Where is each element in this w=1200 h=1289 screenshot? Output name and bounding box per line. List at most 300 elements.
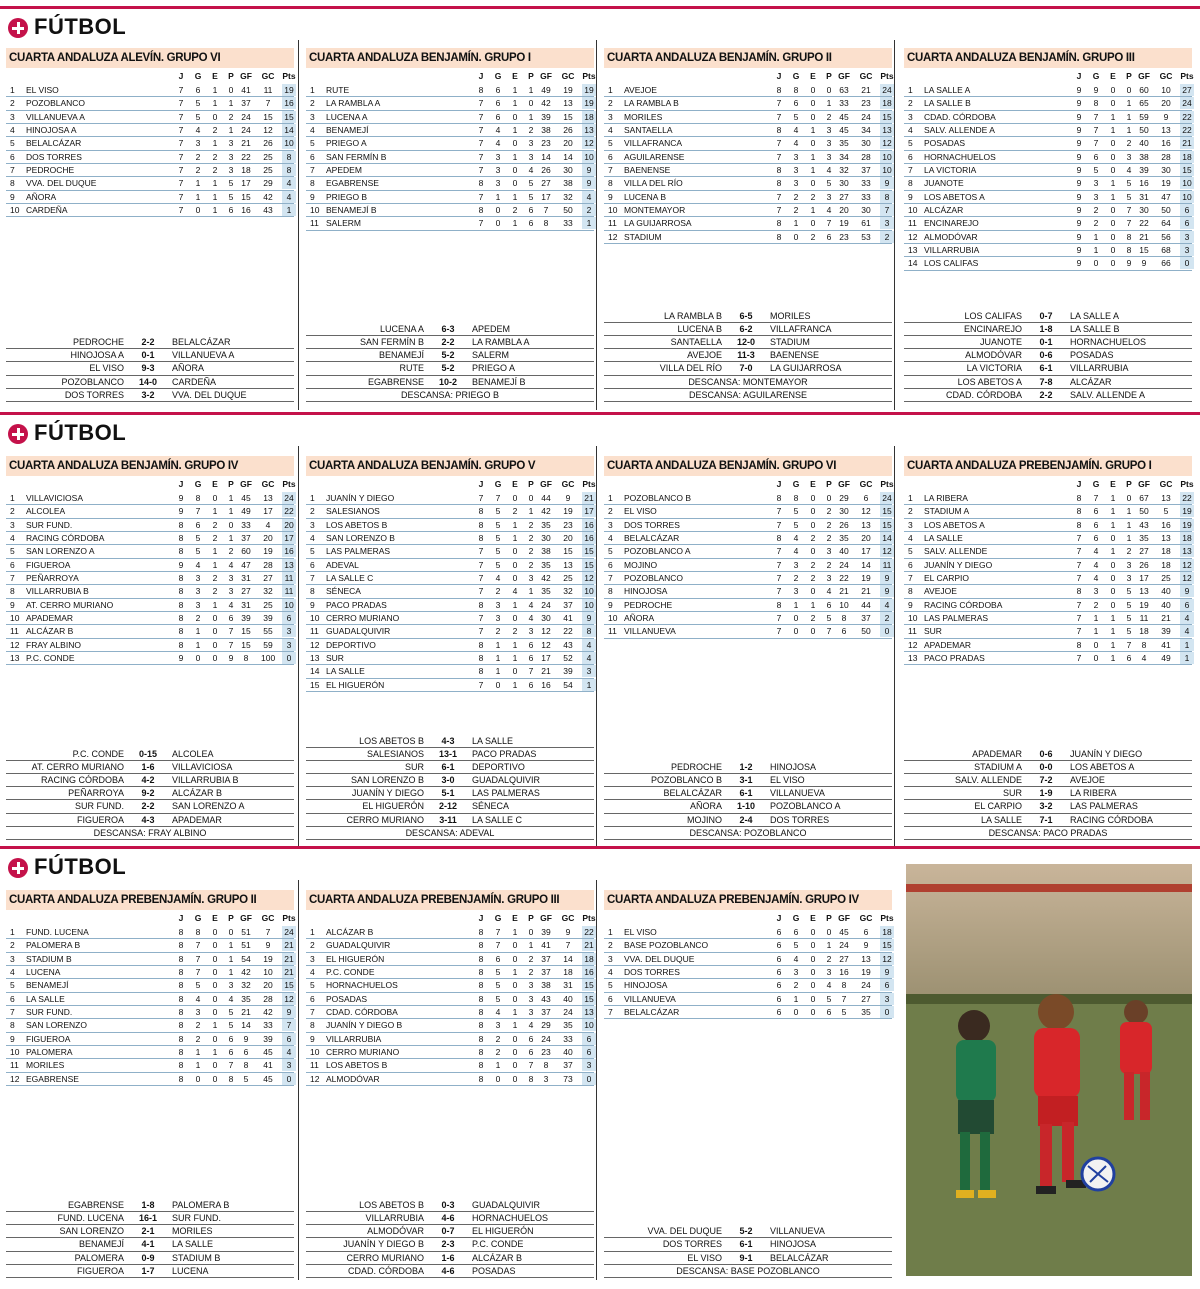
team-points: 3: [880, 217, 894, 229]
team-stat: 28: [263, 993, 273, 1004]
team-points: 18: [880, 97, 894, 109]
team-stat: 0: [810, 940, 816, 951]
team-position: 12: [10, 639, 20, 650]
team-position: 5: [608, 546, 613, 557]
column-header: P: [1126, 71, 1132, 81]
team-stat: 6: [776, 1007, 782, 1018]
team-position: 10: [310, 1047, 320, 1058]
team-name: LA RAMBLA A: [326, 98, 381, 109]
match-result: [306, 814, 594, 827]
team-stat: 8: [776, 231, 782, 242]
team-stat: 0: [212, 653, 218, 664]
team-stat: 7: [776, 519, 782, 530]
match-result: [306, 748, 594, 761]
column-header: E: [810, 71, 816, 81]
team-stat: 2: [826, 111, 832, 122]
team-stat: 7: [478, 573, 484, 584]
team-points: 1: [582, 679, 596, 691]
table-row: [306, 966, 594, 979]
team-stat: 2: [212, 533, 218, 544]
team-name: POZOBLANCO: [624, 573, 684, 584]
table-row: [306, 124, 594, 137]
match-result: [604, 1225, 892, 1238]
team-position: 10: [608, 205, 618, 216]
team-position: 3: [310, 111, 315, 122]
team-stat: 3: [1126, 559, 1132, 570]
match-result: [604, 787, 892, 800]
team-stat: 13: [1161, 125, 1171, 136]
match-score: 3-2: [141, 389, 155, 400]
group-panel: [604, 890, 892, 1278]
team-points: 9: [1180, 585, 1194, 597]
team-points: 0: [880, 625, 894, 637]
column-header: P: [228, 913, 234, 923]
team-stat: 13: [563, 559, 573, 570]
team-stat: 21: [241, 138, 251, 149]
home-team: P.C. CONDE: [72, 748, 124, 759]
match-result: [904, 310, 1192, 323]
home-team: CDAD. CÓRDOBA: [347, 1265, 424, 1276]
team-points: 10: [582, 585, 596, 597]
team-points: 13: [1180, 545, 1194, 557]
team-stat: 7: [495, 940, 501, 951]
team-stat: 21: [541, 666, 551, 677]
team-position: 12: [310, 639, 320, 650]
team-position: 9: [310, 191, 315, 202]
team-points: 20: [282, 519, 296, 531]
team-stat: 38: [563, 178, 573, 189]
team-stat: 0: [810, 927, 816, 937]
team-name: APADEMAR: [924, 639, 972, 650]
team-stat: 7: [1126, 205, 1132, 216]
team-stat: 5: [528, 191, 534, 202]
column-divider: [596, 40, 597, 410]
team-stat: 8: [1076, 506, 1082, 517]
team-stat: 54: [563, 679, 573, 690]
match-score: 2-1: [141, 1226, 155, 1237]
team-stat: 4: [195, 125, 201, 136]
team-position: 8: [10, 178, 15, 189]
table-row: [904, 137, 1192, 150]
team-stat: 6: [826, 1007, 832, 1018]
team-stat: 6: [1093, 519, 1099, 530]
team-stat: 9: [1076, 191, 1082, 202]
table-row: [6, 639, 294, 652]
team-stat: 0: [1110, 533, 1116, 544]
team-points: 9: [880, 177, 894, 189]
team-stat: 41: [263, 1060, 273, 1071]
team-stat: 0: [810, 546, 816, 557]
results-block: [306, 735, 594, 841]
home-team: RACING CÓRDOBA: [40, 775, 124, 786]
column-divider: [596, 880, 597, 1280]
rest-label: DESCANSA: AGUILARENSE: [688, 389, 808, 400]
team-name: JUANÍN Y DIEGO B: [326, 1020, 403, 1031]
home-team: SAN FERMÍN B: [359, 337, 424, 348]
team-stat: 8: [478, 533, 484, 544]
team-stat: 7: [776, 559, 782, 570]
team-stat: 25: [263, 165, 273, 176]
match-score: 12-0: [736, 337, 755, 348]
team-position: 15: [310, 679, 320, 690]
match-score: 0-3: [441, 1199, 455, 1210]
team-stat: 0: [512, 1060, 518, 1071]
team-stat: 5: [495, 967, 501, 978]
team-points: 27: [1180, 84, 1194, 96]
table-row: [6, 1006, 294, 1019]
team-stat: 5: [1093, 165, 1099, 176]
team-stat: 2: [1093, 599, 1099, 610]
team-position: 3: [608, 111, 613, 122]
team-name: PEÑARROYA: [26, 573, 79, 584]
team-stat: 100: [261, 653, 276, 664]
team-stat: 0: [1126, 493, 1132, 503]
table-row: [6, 1033, 294, 1046]
team-position: 1: [608, 85, 613, 95]
away-team: LA SALLE: [172, 1239, 214, 1250]
team-stat: 0: [1110, 98, 1116, 109]
team-points: 9: [582, 612, 596, 624]
team-position: 6: [608, 993, 613, 1004]
team-points: 2: [582, 204, 596, 216]
team-stat: 42: [263, 1007, 273, 1018]
away-team: SUR FUND.: [172, 1213, 221, 1224]
table-row: [306, 191, 594, 204]
group-title: CUARTA ANDALUZA BENJAMÍN. GRUPO III: [904, 48, 1192, 68]
team-stat: 39: [241, 613, 251, 624]
group-title: CUARTA ANDALUZA BENJAMÍN. GRUPO V: [306, 456, 594, 476]
plus-icon: [8, 424, 28, 444]
team-stat: 2: [195, 1020, 201, 1031]
team-stat: 6: [528, 205, 534, 216]
away-team: LA SALLE A: [1070, 310, 1120, 321]
match-result: [306, 1199, 594, 1212]
team-points: 16: [582, 519, 596, 531]
team-position: 10: [310, 205, 320, 216]
away-team: VILLARRUBIA: [1070, 363, 1129, 374]
team-stat: 15: [241, 191, 251, 202]
match-result: [306, 1225, 594, 1238]
rest-team-note: [604, 827, 892, 840]
team-stat: 0: [228, 85, 234, 95]
team-name: P.C. CONDE: [26, 653, 75, 664]
team-stat: 24: [563, 1007, 573, 1018]
table-row: [604, 137, 892, 150]
home-team: EL HIGUERÓN: [362, 801, 424, 812]
team-name: BASE POZOBLANCO: [624, 940, 709, 951]
match-score: 6-2: [739, 323, 753, 334]
team-stat: 20: [263, 980, 273, 991]
team-points: 24: [282, 926, 296, 938]
team-stat: 40: [563, 993, 573, 1004]
team-stat: 42: [541, 98, 551, 109]
team-name: STADIUM B: [26, 953, 72, 964]
team-stat: 11: [1139, 613, 1149, 624]
team-stat: 2: [810, 613, 816, 624]
team-stat: 59: [263, 639, 273, 650]
team-stat: 0: [212, 613, 218, 624]
standings-header: [306, 68, 594, 84]
team-stat: 1: [212, 506, 218, 517]
group-panel: [6, 48, 294, 402]
team-name: PACO PRADAS: [326, 599, 387, 610]
column-header: J: [178, 479, 184, 489]
team-stat: 0: [810, 138, 816, 149]
team-points: 12: [1180, 559, 1194, 571]
match-score: 0-7: [441, 1226, 455, 1237]
table-row: [604, 191, 892, 204]
column-header: GF: [1138, 479, 1150, 489]
table-row: [904, 599, 1192, 612]
team-stat: 3: [495, 151, 501, 162]
team-stat: 3: [495, 178, 501, 189]
team-stat: 24: [241, 111, 251, 122]
column-header: GC: [859, 71, 873, 81]
team-stat: 14: [563, 953, 573, 964]
team-stat: 9: [1076, 125, 1082, 136]
home-team: CERRO MURIANO: [346, 1252, 424, 1263]
team-name: LUCENA: [26, 967, 61, 978]
team-stat: 0: [1110, 586, 1116, 597]
table-row: [604, 217, 892, 230]
team-stat: 29: [263, 178, 273, 189]
team-points: 0: [282, 1073, 296, 1085]
column-header: Pts: [582, 71, 596, 81]
team-points: 15: [582, 993, 596, 1005]
team-stat: 34: [861, 125, 871, 136]
team-stat: 0: [512, 165, 518, 176]
team-name: VILLARRUBIA: [326, 1033, 382, 1044]
team-stat: 73: [563, 1073, 573, 1084]
home-team: VILLA DEL RÍO: [659, 363, 722, 374]
team-position: 3: [908, 111, 913, 122]
team-stat: 19: [1161, 178, 1171, 189]
team-name: RUTE: [326, 85, 350, 95]
team-stat: 45: [263, 1047, 273, 1058]
column-header: GC: [859, 479, 873, 489]
team-stat: 3: [793, 967, 799, 978]
team-stat: 16: [541, 679, 551, 690]
team-name: LA SALLE A: [924, 85, 971, 95]
team-name: VILLANUEVA: [624, 993, 676, 1004]
team-stat: 5: [195, 546, 201, 557]
team-stat: 8: [478, 599, 484, 610]
team-points: 14: [282, 124, 296, 136]
team-stat: 8: [178, 1033, 184, 1044]
team-stat: 8: [1141, 639, 1147, 650]
section-header-1: [0, 6, 1200, 44]
team-points: 18: [582, 111, 596, 123]
away-team: APEDEM: [472, 323, 511, 334]
match-result: [306, 774, 594, 787]
team-position: 6: [608, 559, 613, 570]
match-score: 4-3: [441, 735, 455, 746]
match-score: 0-7: [1039, 310, 1053, 321]
team-stat: 1: [810, 151, 816, 162]
team-name: PALOMERA: [26, 1047, 73, 1058]
team-name: SUR FUND.: [26, 519, 73, 530]
team-points: 12: [880, 545, 894, 557]
team-stat: 2: [495, 626, 501, 637]
table-row: [604, 625, 892, 638]
match-score: 2-2: [141, 801, 155, 812]
away-team: APADEMAR: [172, 814, 222, 825]
match-result: [6, 1252, 294, 1265]
team-name: VILLAVICIOSA: [26, 493, 84, 503]
team-stat: 3: [1126, 573, 1132, 584]
team-stat: 2: [826, 533, 832, 544]
team-position: 4: [10, 533, 15, 544]
team-points: 9: [880, 966, 894, 978]
team-stat: 6: [495, 111, 501, 122]
home-team: APADEMAR: [972, 748, 1022, 759]
team-stat: 17: [1139, 573, 1149, 584]
team-stat: 3: [793, 165, 799, 176]
team-stat: 9: [1076, 138, 1082, 149]
away-team: HINOJOSA: [770, 1239, 817, 1250]
home-team: LA RAMBLA B: [663, 310, 722, 321]
team-position: 9: [608, 191, 613, 202]
table-row: [6, 124, 294, 137]
team-stat: 0: [1110, 165, 1116, 176]
team-stat: 49: [1161, 653, 1171, 664]
team-stat: 13: [1139, 586, 1149, 597]
match-result: [306, 323, 594, 336]
team-stat: 0: [212, 980, 218, 991]
away-team: ALCÁZAR: [1070, 376, 1112, 387]
team-stat: 5: [793, 940, 799, 951]
team-stat: 0: [212, 940, 218, 951]
team-stat: 8: [776, 599, 782, 610]
team-stat: 7: [826, 626, 832, 637]
team-stat: 21: [1139, 231, 1149, 242]
team-stat: 18: [241, 165, 251, 176]
team-stat: 3: [528, 573, 534, 584]
team-stat: 63: [839, 85, 849, 95]
team-stat: 0: [512, 993, 518, 1004]
team-stat: 8: [793, 85, 799, 95]
team-position: 11: [908, 626, 917, 637]
team-stat: 14: [541, 151, 551, 162]
team-stat: 67: [1139, 493, 1149, 503]
team-stat: 47: [1161, 191, 1171, 202]
team-stat: 25: [563, 573, 573, 584]
team-stat: 5: [1163, 506, 1169, 517]
column-header: GC: [261, 913, 275, 923]
column-header: Pts: [880, 479, 894, 489]
team-stat: 8: [478, 519, 484, 530]
team-points: 2: [880, 231, 894, 243]
team-stat: 4: [228, 559, 234, 570]
team-name: EGABRENSE: [326, 178, 379, 189]
home-team: BENAMEJÍ: [378, 350, 424, 361]
team-stat: 3: [793, 178, 799, 189]
team-stat: 6: [826, 231, 832, 242]
team-stat: 3: [1093, 586, 1099, 597]
team-points: 6: [282, 612, 296, 624]
team-stat: 30: [861, 205, 871, 216]
team-name: VILLARRUBIA B: [26, 586, 89, 597]
team-stat: 0: [1110, 573, 1116, 584]
team-stat: 0: [528, 927, 534, 937]
team-stat: 8: [1076, 493, 1082, 503]
team-stat: 7: [478, 559, 484, 570]
team-position: 5: [310, 138, 315, 149]
column-header: E: [512, 71, 518, 81]
match-score: 2-2: [141, 337, 155, 348]
away-team: VILLANUEVA A: [172, 350, 235, 361]
column-header: J: [478, 71, 484, 81]
team-points: 15: [282, 111, 296, 123]
team-points: 6: [1180, 217, 1194, 229]
team-stat: 1: [512, 98, 518, 109]
team-stat: 39: [263, 613, 273, 624]
team-stat: 35: [241, 993, 251, 1004]
table-row: [604, 545, 892, 558]
team-stat: 1: [212, 138, 218, 149]
match-result: [306, 1252, 594, 1265]
team-name: SAN LORENZO A: [26, 546, 95, 557]
team-stat: 4: [826, 205, 832, 216]
team-stat: 1: [512, 151, 518, 162]
away-team: VILLAFRANCA: [770, 323, 832, 334]
table-row: [6, 926, 294, 939]
section-title: FÚTBOL: [34, 854, 127, 879]
column-header: P: [1126, 479, 1132, 489]
table-row: [306, 505, 594, 518]
team-stat: 0: [212, 1033, 218, 1044]
team-stat: 9: [1076, 231, 1082, 242]
match-score: 1-8: [141, 1199, 155, 1210]
team-name: DOS TORRES: [624, 967, 680, 978]
team-stat: 5: [793, 111, 799, 122]
team-stat: 7: [228, 1060, 234, 1071]
team-stat: 9: [1076, 111, 1082, 122]
table-row: [604, 926, 892, 939]
table-row: [904, 572, 1192, 585]
team-stat: 30: [541, 613, 551, 624]
team-stat: 0: [512, 111, 518, 122]
team-stat: 1: [512, 125, 518, 136]
team-name: HINOJOSA: [624, 980, 668, 991]
away-team: PRIEGO A: [472, 363, 516, 374]
table-row: [306, 1059, 594, 1072]
team-stat: 0: [1110, 231, 1116, 242]
team-stat: 21: [861, 586, 871, 597]
team-stat: 8: [478, 178, 484, 189]
team-stat: 3: [528, 980, 534, 991]
team-points: 11: [880, 559, 894, 571]
team-stat: 49: [541, 85, 551, 95]
home-team: FIGUEROA: [76, 814, 124, 825]
team-stat: 1: [212, 205, 218, 216]
team-stat: 2: [793, 205, 799, 216]
team-position: 8: [10, 1020, 15, 1031]
team-stat: 0: [1110, 138, 1116, 149]
home-team: SUR FUND.: [75, 801, 124, 812]
team-stat: 41: [563, 613, 573, 624]
team-stat: 3: [826, 191, 832, 202]
team-stat: 5: [243, 1073, 249, 1084]
team-stat: 2: [228, 111, 234, 122]
team-position: 7: [310, 165, 315, 176]
team-stat: 6: [228, 205, 234, 216]
team-stat: 22: [839, 573, 849, 584]
team-points: 15: [1180, 164, 1194, 176]
team-stat: 59: [1139, 111, 1149, 122]
team-stat: 8: [478, 639, 484, 650]
team-position: 1: [310, 493, 315, 503]
